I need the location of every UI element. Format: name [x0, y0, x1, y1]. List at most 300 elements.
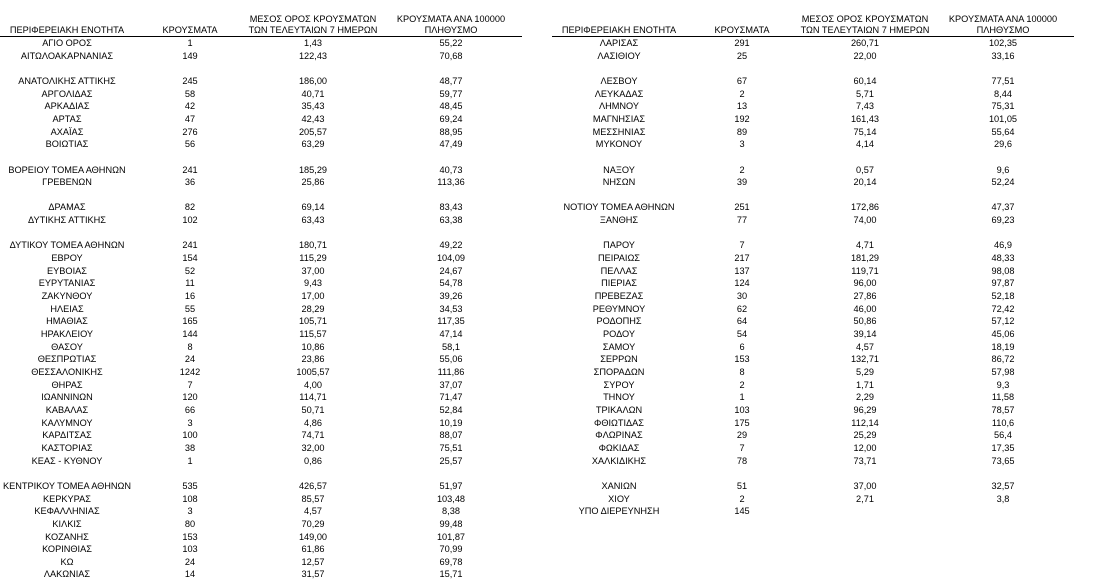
- region-cell: [0, 62, 134, 75]
- per100k-cell: 48,33: [991, 253, 1015, 264]
- cases-cell: 14: [184, 569, 196, 580]
- cases-cell: 535: [182, 480, 198, 491]
- table-row: [552, 189, 1074, 202]
- region-cell: [552, 467, 686, 480]
- table-row: [552, 442, 1074, 455]
- table-row: [552, 290, 1074, 303]
- region-cell: ΛΕΣΒΟΥ: [600, 75, 638, 86]
- cases-cell: [686, 227, 798, 240]
- region-cell: ΣΑΜΟΥ: [602, 341, 636, 352]
- per100k-cell: 39,26: [439, 291, 463, 302]
- avg7-cell: [246, 151, 380, 164]
- region-cell: ΚΑΛΥΜΝΟΥ: [41, 417, 93, 428]
- table-row: [0, 353, 522, 366]
- cases-cell: 42: [184, 101, 196, 112]
- cases-cell: [134, 62, 246, 75]
- avg7-cell: 0,57: [856, 164, 874, 175]
- table-row: [0, 113, 522, 126]
- avg7-cell: 37,00: [853, 480, 877, 491]
- per100k-cell: [932, 62, 1074, 75]
- table-row: [552, 75, 1074, 88]
- table-row: [552, 391, 1074, 404]
- region-cell: ΠΡΕΒΕΖΑΣ: [594, 291, 644, 302]
- cases-cell: 54: [736, 329, 748, 340]
- per100k-cell: 63,38: [439, 215, 463, 226]
- table-row: [0, 493, 522, 506]
- region-cell: ΚΑΒΑΛΑΣ: [45, 404, 89, 415]
- table-row: [0, 227, 522, 240]
- table-row: [552, 176, 1074, 189]
- avg7-cell: 5,29: [856, 367, 874, 377]
- avg7-cell: 119,71: [851, 265, 879, 276]
- avg7-cell: 4,57: [304, 506, 322, 517]
- table-row: [0, 518, 522, 531]
- region-cell: ΥΠΟ ΔΙΕΡΕΥΝΗΣΗ: [578, 506, 660, 517]
- right-header-avg7-line1: ΜΕΣΟΣ ΟΡΟΣ ΚΡΟΥΣΜΑΤΩΝ: [801, 14, 929, 24]
- per100k-cell: 55,64: [991, 126, 1015, 137]
- cases-cell: 47: [184, 113, 196, 124]
- region-cell: ΜΕΣΣΗΝΙΑΣ: [592, 126, 646, 137]
- cases-cell: 3: [187, 506, 193, 517]
- right-table-body: [552, 37, 1074, 518]
- left-table: [0, 12, 522, 581]
- region-cell: ΑΡΚΑΔΙΑΣ: [44, 101, 90, 112]
- per100k-cell: 37,07: [439, 379, 463, 390]
- region-cell: ΖΑΚΥΝΘΟΥ: [41, 291, 93, 302]
- cases-cell: 64: [736, 316, 748, 327]
- table-row: [552, 62, 1074, 75]
- cases-cell: 241: [182, 164, 198, 175]
- table-row: [552, 480, 1074, 493]
- table-row: [0, 442, 522, 455]
- avg7-cell: 63,29: [301, 139, 325, 150]
- per100k-cell: 73,65: [991, 455, 1015, 466]
- avg7-cell: 20,14: [853, 177, 877, 188]
- avg7-cell: 75,14: [853, 126, 877, 137]
- per100k-cell: 71,47: [439, 392, 463, 403]
- avg7-cell: 186,00: [298, 75, 328, 86]
- cases-cell: 251: [734, 202, 750, 213]
- region-cell: ΧΑΛΚΙΔΙΚΗΣ: [591, 455, 647, 466]
- per100k-cell: 69,78: [439, 556, 463, 567]
- table-row: [0, 505, 522, 518]
- table-row: [0, 455, 522, 468]
- region-cell: ΑΡΓΟΛΙΔΑΣ: [41, 88, 93, 99]
- avg7-cell: 180,71: [298, 240, 328, 251]
- avg7-cell: 4,14: [856, 139, 874, 150]
- avg7-cell: 172,86: [850, 202, 880, 213]
- region-cell: ΛΑΚΩΝΙΑΣ: [43, 569, 91, 580]
- table-row: [0, 62, 522, 75]
- cases-cell: 108: [182, 493, 198, 504]
- table-row: [552, 151, 1074, 164]
- region-cell: ΠΑΡΟΥ: [603, 240, 635, 251]
- region-cell: ΚΟΡΙΝΘΙΑΣ: [42, 544, 92, 555]
- region-cell: ΝΟΤΙΟΥ ΤΟΜΕΑ ΑΘΗΝΩΝ: [563, 202, 675, 213]
- table-row: [0, 176, 522, 189]
- table-row: [0, 379, 522, 392]
- per100k-cell: 110,6: [991, 417, 1015, 428]
- avg7-cell: 1,43: [304, 38, 322, 48]
- region-cell: [552, 189, 686, 202]
- table-row: [552, 379, 1074, 392]
- cases-cell: 52: [184, 265, 196, 276]
- cases-cell: 3: [187, 417, 193, 428]
- left-header-region: ΠΕΡΙΦΕΡΕΙΑΚΗ ΕΝΟΤΗΤΑ: [9, 25, 125, 35]
- per100k-cell: 8,38: [442, 506, 460, 517]
- cases-cell: 89: [736, 126, 748, 137]
- per100k-cell: [932, 467, 1074, 480]
- avg7-cell: 7,43: [856, 101, 874, 112]
- avg7-cell: [246, 227, 380, 240]
- table-row: [0, 50, 522, 63]
- cases-cell: 1242: [179, 367, 201, 377]
- per100k-cell: 70,99: [439, 544, 463, 555]
- cases-cell: 165: [182, 316, 198, 327]
- table-row: [552, 201, 1074, 214]
- avg7-cell: 85,57: [301, 493, 325, 504]
- per100k-cell: 104,09: [436, 253, 466, 264]
- cases-cell: 2: [739, 379, 745, 390]
- region-cell: ΙΩΑΝΝΙΝΩΝ: [41, 392, 93, 403]
- right-header-cases: ΚΡΟΥΣΜΑΤΑ: [714, 25, 770, 35]
- avg7-cell: 5,71: [856, 88, 874, 99]
- avg7-cell: 1005,57: [296, 367, 330, 377]
- avg7-cell: 50,86: [853, 316, 877, 327]
- table-row: [552, 214, 1074, 227]
- per100k-cell: [380, 62, 522, 75]
- region-cell: ΡΟΔΟΠΗΣ: [596, 316, 642, 327]
- per100k-cell: [932, 505, 1074, 518]
- table-row: [552, 417, 1074, 430]
- per100k-cell: 83,43: [439, 202, 463, 213]
- region-cell: ΚΕΦΑΛΛΗΝΙΑΣ: [34, 506, 100, 517]
- avg7-cell: 114,71: [299, 392, 327, 403]
- cases-cell: 30: [736, 291, 748, 302]
- avg7-cell: 426,57: [298, 480, 328, 491]
- avg7-cell: [246, 467, 380, 480]
- region-cell: ΚΕΝΤΡΙΚΟΥ ΤΟΜΕΑ ΑΘΗΝΩΝ: [2, 480, 132, 491]
- table-row: [552, 37, 1074, 50]
- avg7-cell: 40,71: [301, 88, 325, 99]
- cases-cell: 29: [736, 430, 748, 441]
- table-row: [0, 404, 522, 417]
- region-cell: ΝΗΣΩΝ: [602, 177, 636, 188]
- region-cell: [0, 227, 134, 240]
- per100k-cell: 9,3: [996, 379, 1010, 390]
- region-cell: ΛΗΜΝΟΥ: [598, 101, 640, 112]
- avg7-cell: 46,00: [853, 303, 877, 314]
- cases-cell: [686, 62, 798, 75]
- table-row: [0, 138, 522, 151]
- region-cell: ΕΥΒΟΙΑΣ: [47, 265, 87, 276]
- left-header-per100k-line2: ΠΛΗΘΥΣΜΟ: [424, 25, 478, 35]
- cases-cell: 124: [734, 278, 750, 289]
- region-cell: ΚΙΛΚΙΣ: [52, 518, 82, 529]
- cases-cell: 103: [734, 404, 750, 415]
- avg7-cell: 260,71: [850, 38, 880, 48]
- avg7-cell: 0,86: [304, 455, 322, 466]
- per100k-cell: 101,87: [436, 531, 466, 542]
- cases-cell: [686, 189, 798, 202]
- cases-cell: 3: [739, 139, 745, 150]
- per100k-cell: 57,98: [991, 367, 1015, 377]
- cases-cell: 241: [182, 240, 198, 251]
- left-header-avg7-line1: ΜΕΣΟΣ ΟΡΟΣ ΚΡΟΥΣΜΑΤΩΝ: [249, 14, 377, 24]
- per100k-cell: 69,24: [439, 113, 463, 124]
- region-cell: ΘΕΣΠΡΩΤΙΑΣ: [37, 354, 97, 365]
- cases-cell: 8: [187, 341, 193, 352]
- avg7-cell: 205,57: [298, 126, 328, 137]
- cases-cell: 24: [184, 556, 196, 567]
- per100k-cell: 49,22: [439, 240, 463, 251]
- avg7-cell: 73,71: [853, 455, 877, 466]
- avg7-cell: [798, 189, 932, 202]
- cases-cell: 145: [734, 506, 750, 517]
- table-row: [552, 100, 1074, 113]
- region-cell: ΦΛΩΡΙΝΑΣ: [595, 430, 643, 441]
- per100k-cell: 55,22: [439, 38, 463, 48]
- cases-cell: 1: [739, 392, 745, 403]
- cases-cell: 80: [184, 518, 196, 529]
- per100k-cell: 70,68: [439, 50, 463, 61]
- cases-cell: 8: [739, 367, 745, 377]
- avg7-cell: 28,29: [301, 303, 325, 314]
- avg7-cell: [246, 189, 380, 202]
- table-row: [0, 265, 522, 278]
- per100k-cell: 88,07: [439, 430, 463, 441]
- avg7-cell: 12,57: [301, 556, 325, 567]
- per100k-cell: 58,1: [442, 341, 460, 352]
- right-table: [552, 12, 1074, 518]
- cases-cell: [134, 189, 246, 202]
- region-cell: ΛΑΡΙΣΑΣ: [599, 38, 639, 48]
- cases-cell: 291: [734, 38, 750, 48]
- avg7-cell: 31,57: [301, 569, 325, 580]
- region-cell: ΤΗΝΟΥ: [603, 392, 635, 403]
- region-cell: ΒΟΡΕΙΟΥ ΤΟΜΕΑ ΑΘΗΝΩΝ: [8, 164, 126, 175]
- avg7-cell: 25,29: [853, 430, 877, 441]
- cases-cell: 6: [739, 341, 745, 352]
- cases-cell: 38: [184, 442, 196, 453]
- per100k-cell: 97,87: [991, 278, 1015, 289]
- avg7-cell: 23,86: [301, 354, 325, 365]
- table-row: [0, 531, 522, 544]
- per100k-cell: 56,4: [994, 430, 1012, 441]
- per100k-cell: 47,14: [439, 329, 463, 340]
- avg7-cell: 4,71: [856, 240, 874, 251]
- table-row: [0, 189, 522, 202]
- cases-cell: 24: [184, 354, 196, 365]
- table-row: [0, 341, 522, 354]
- cases-cell: [686, 151, 798, 164]
- cases-cell: 1: [187, 38, 193, 48]
- per100k-cell: 86,72: [991, 354, 1015, 365]
- per100k-cell: [380, 227, 522, 240]
- region-cell: ΣΥΡΟΥ: [603, 379, 635, 390]
- avg7-cell: 115,29: [299, 253, 327, 264]
- per100k-cell: 78,57: [991, 404, 1015, 415]
- table-row: [0, 126, 522, 139]
- cases-cell: 2: [739, 88, 745, 99]
- avg7-cell: 50,71: [301, 404, 325, 415]
- region-cell: ΤΡΙΚΑΛΩΝ: [595, 404, 643, 415]
- avg7-cell: 74,00: [853, 215, 877, 226]
- per100k-cell: 69,23: [991, 215, 1015, 226]
- left-header-avg7-line2: ΤΩΝ ΤΕΛΕΥΤΑΙΩΝ 7 ΗΜΕΡΩΝ: [248, 25, 378, 35]
- region-cell: ΝΑΞΟΥ: [603, 164, 635, 175]
- table-row: [0, 214, 522, 227]
- per100k-cell: 34,53: [439, 303, 463, 314]
- per100k-cell: 103,48: [436, 493, 466, 504]
- avg7-cell: 35,43: [301, 101, 325, 112]
- per100k-cell: 46,9: [994, 240, 1012, 251]
- cases-cell: 55: [184, 303, 196, 314]
- avg7-cell: 27,86: [853, 291, 877, 302]
- avg7-cell: 161,43: [850, 113, 880, 124]
- per100k-cell: 48,77: [439, 75, 463, 86]
- region-cell: ΑΙΤΩΛΟΑΚΑΡΝΑΝΙΑΣ: [20, 50, 114, 61]
- cases-cell: 2: [739, 164, 745, 175]
- table-row: [0, 366, 522, 379]
- table-row: [0, 201, 522, 214]
- table-row: [552, 113, 1074, 126]
- cases-cell: 78: [736, 455, 748, 466]
- cases-cell: 276: [182, 126, 198, 137]
- avg7-cell: 37,00: [301, 265, 325, 276]
- avg7-cell: 39,14: [853, 329, 877, 340]
- left-header-per100k-line1: ΚΡΟΥΣΜΑΤΑ ΑΝΑ 100000: [396, 14, 506, 24]
- cases-cell: 82: [184, 202, 196, 213]
- region-cell: ΚΑΣΤΟΡΙΑΣ: [41, 442, 93, 453]
- right-header-region: ΠΕΡΙΦΕΡΕΙΑΚΗ ΕΝΟΤΗΤΑ: [561, 25, 677, 35]
- per100k-cell: 45,06: [991, 329, 1015, 340]
- per100k-cell: 55,06: [439, 354, 463, 365]
- avg7-cell: [798, 505, 932, 518]
- table-row: [552, 493, 1074, 506]
- region-cell: ΛΕΥΚΑΔΑΣ: [594, 88, 644, 99]
- table-row: [0, 328, 522, 341]
- cases-cell: 7: [187, 379, 193, 390]
- table-row: [552, 505, 1074, 518]
- cases-cell: 175: [734, 417, 750, 428]
- region-cell: ΗΜΑΘΙΑΣ: [46, 316, 88, 327]
- left-header-row: [0, 12, 522, 37]
- avg7-cell: 61,86: [301, 544, 325, 555]
- per100k-cell: 75,51: [439, 442, 463, 453]
- region-cell: ΑΡΤΑΣ: [52, 113, 82, 124]
- region-cell: ΧΑΝΙΩΝ: [601, 480, 637, 491]
- avg7-cell: 22,00: [853, 50, 877, 61]
- avg7-cell: 42,43: [301, 113, 325, 124]
- per100k-cell: [932, 189, 1074, 202]
- table-row: [0, 252, 522, 265]
- region-cell: ΕΥΡΥΤΑΝΙΑΣ: [38, 278, 96, 289]
- region-cell: ΜΥΚΟΝΟΥ: [595, 139, 643, 150]
- cases-cell: 7: [739, 240, 745, 251]
- region-cell: [552, 62, 686, 75]
- per100k-cell: [932, 151, 1074, 164]
- avg7-cell: 112,14: [851, 417, 879, 428]
- avg7-cell: [798, 62, 932, 75]
- region-cell: ΚΑΡΔΙΤΣΑΣ: [42, 430, 92, 441]
- cases-cell: 149: [182, 50, 198, 61]
- cases-cell: 66: [184, 404, 196, 415]
- avg7-cell: 115,57: [299, 329, 327, 340]
- table-row: [0, 303, 522, 316]
- table-row: [552, 429, 1074, 442]
- per100k-cell: 8,44: [994, 88, 1012, 99]
- table-row: [0, 75, 522, 88]
- per100k-cell: 59,77: [439, 88, 463, 99]
- per100k-cell: [380, 467, 522, 480]
- cases-cell: 154: [182, 253, 198, 264]
- per100k-cell: 51,97: [439, 480, 463, 491]
- region-cell: ΔΥΤΙΚΗΣ ΑΤΤΙΚΗΣ: [28, 215, 106, 226]
- region-cell: ΧΙΟΥ: [608, 493, 630, 504]
- per100k-cell: 52,18: [991, 291, 1015, 302]
- cases-cell: [686, 467, 798, 480]
- cases-cell: 153: [182, 531, 198, 542]
- cases-cell: 36: [184, 177, 196, 188]
- table-row: [552, 341, 1074, 354]
- per100k-cell: 47,49: [439, 139, 463, 150]
- table-row: [0, 568, 522, 581]
- avg7-cell: [798, 227, 932, 240]
- table-row: [0, 556, 522, 569]
- avg7-cell: 122,43: [298, 50, 328, 61]
- per100k-cell: 75,31: [991, 101, 1015, 112]
- table-row: [0, 467, 522, 480]
- table-row: [552, 50, 1074, 63]
- cases-cell: [134, 151, 246, 164]
- region-cell: ΘΑΣΟΥ: [51, 341, 83, 352]
- cases-cell: 2: [739, 493, 745, 504]
- region-cell: [552, 151, 686, 164]
- table-row: [552, 328, 1074, 341]
- table-row: [552, 227, 1074, 240]
- cases-cell: 153: [734, 354, 750, 365]
- avg7-cell: 132,71: [850, 354, 880, 365]
- per100k-cell: 98,08: [991, 265, 1015, 276]
- cases-cell: 100: [182, 430, 198, 441]
- table-row: [552, 138, 1074, 151]
- region-cell: [0, 151, 134, 164]
- per100k-cell: 18,19: [991, 341, 1015, 352]
- avg7-cell: 105,71: [298, 316, 328, 327]
- avg7-cell: 32,00: [301, 442, 325, 453]
- table-row: [0, 151, 522, 164]
- table-row: [0, 277, 522, 290]
- cases-cell: 67: [736, 75, 748, 86]
- avg7-cell: 1,71: [856, 379, 874, 390]
- cases-cell: 62: [736, 303, 748, 314]
- per100k-cell: 101,05: [988, 113, 1018, 124]
- table-row: [0, 37, 522, 50]
- per100k-cell: 10,19: [439, 417, 463, 428]
- table-row: [552, 252, 1074, 265]
- region-cell: ΛΑΣΙΘΙΟΥ: [597, 50, 641, 61]
- avg7-cell: 74,71: [301, 430, 325, 441]
- cases-cell: 77: [736, 215, 748, 226]
- per100k-cell: 9,6: [996, 164, 1010, 175]
- avg7-cell: 9,43: [304, 278, 322, 289]
- avg7-cell: 4,57: [856, 341, 874, 352]
- avg7-cell: 4,86: [304, 417, 322, 428]
- per100k-cell: 113,36: [437, 177, 465, 188]
- per100k-cell: 52,24: [991, 177, 1015, 188]
- region-cell: ΓΡΕΒΕΝΩΝ: [42, 177, 92, 188]
